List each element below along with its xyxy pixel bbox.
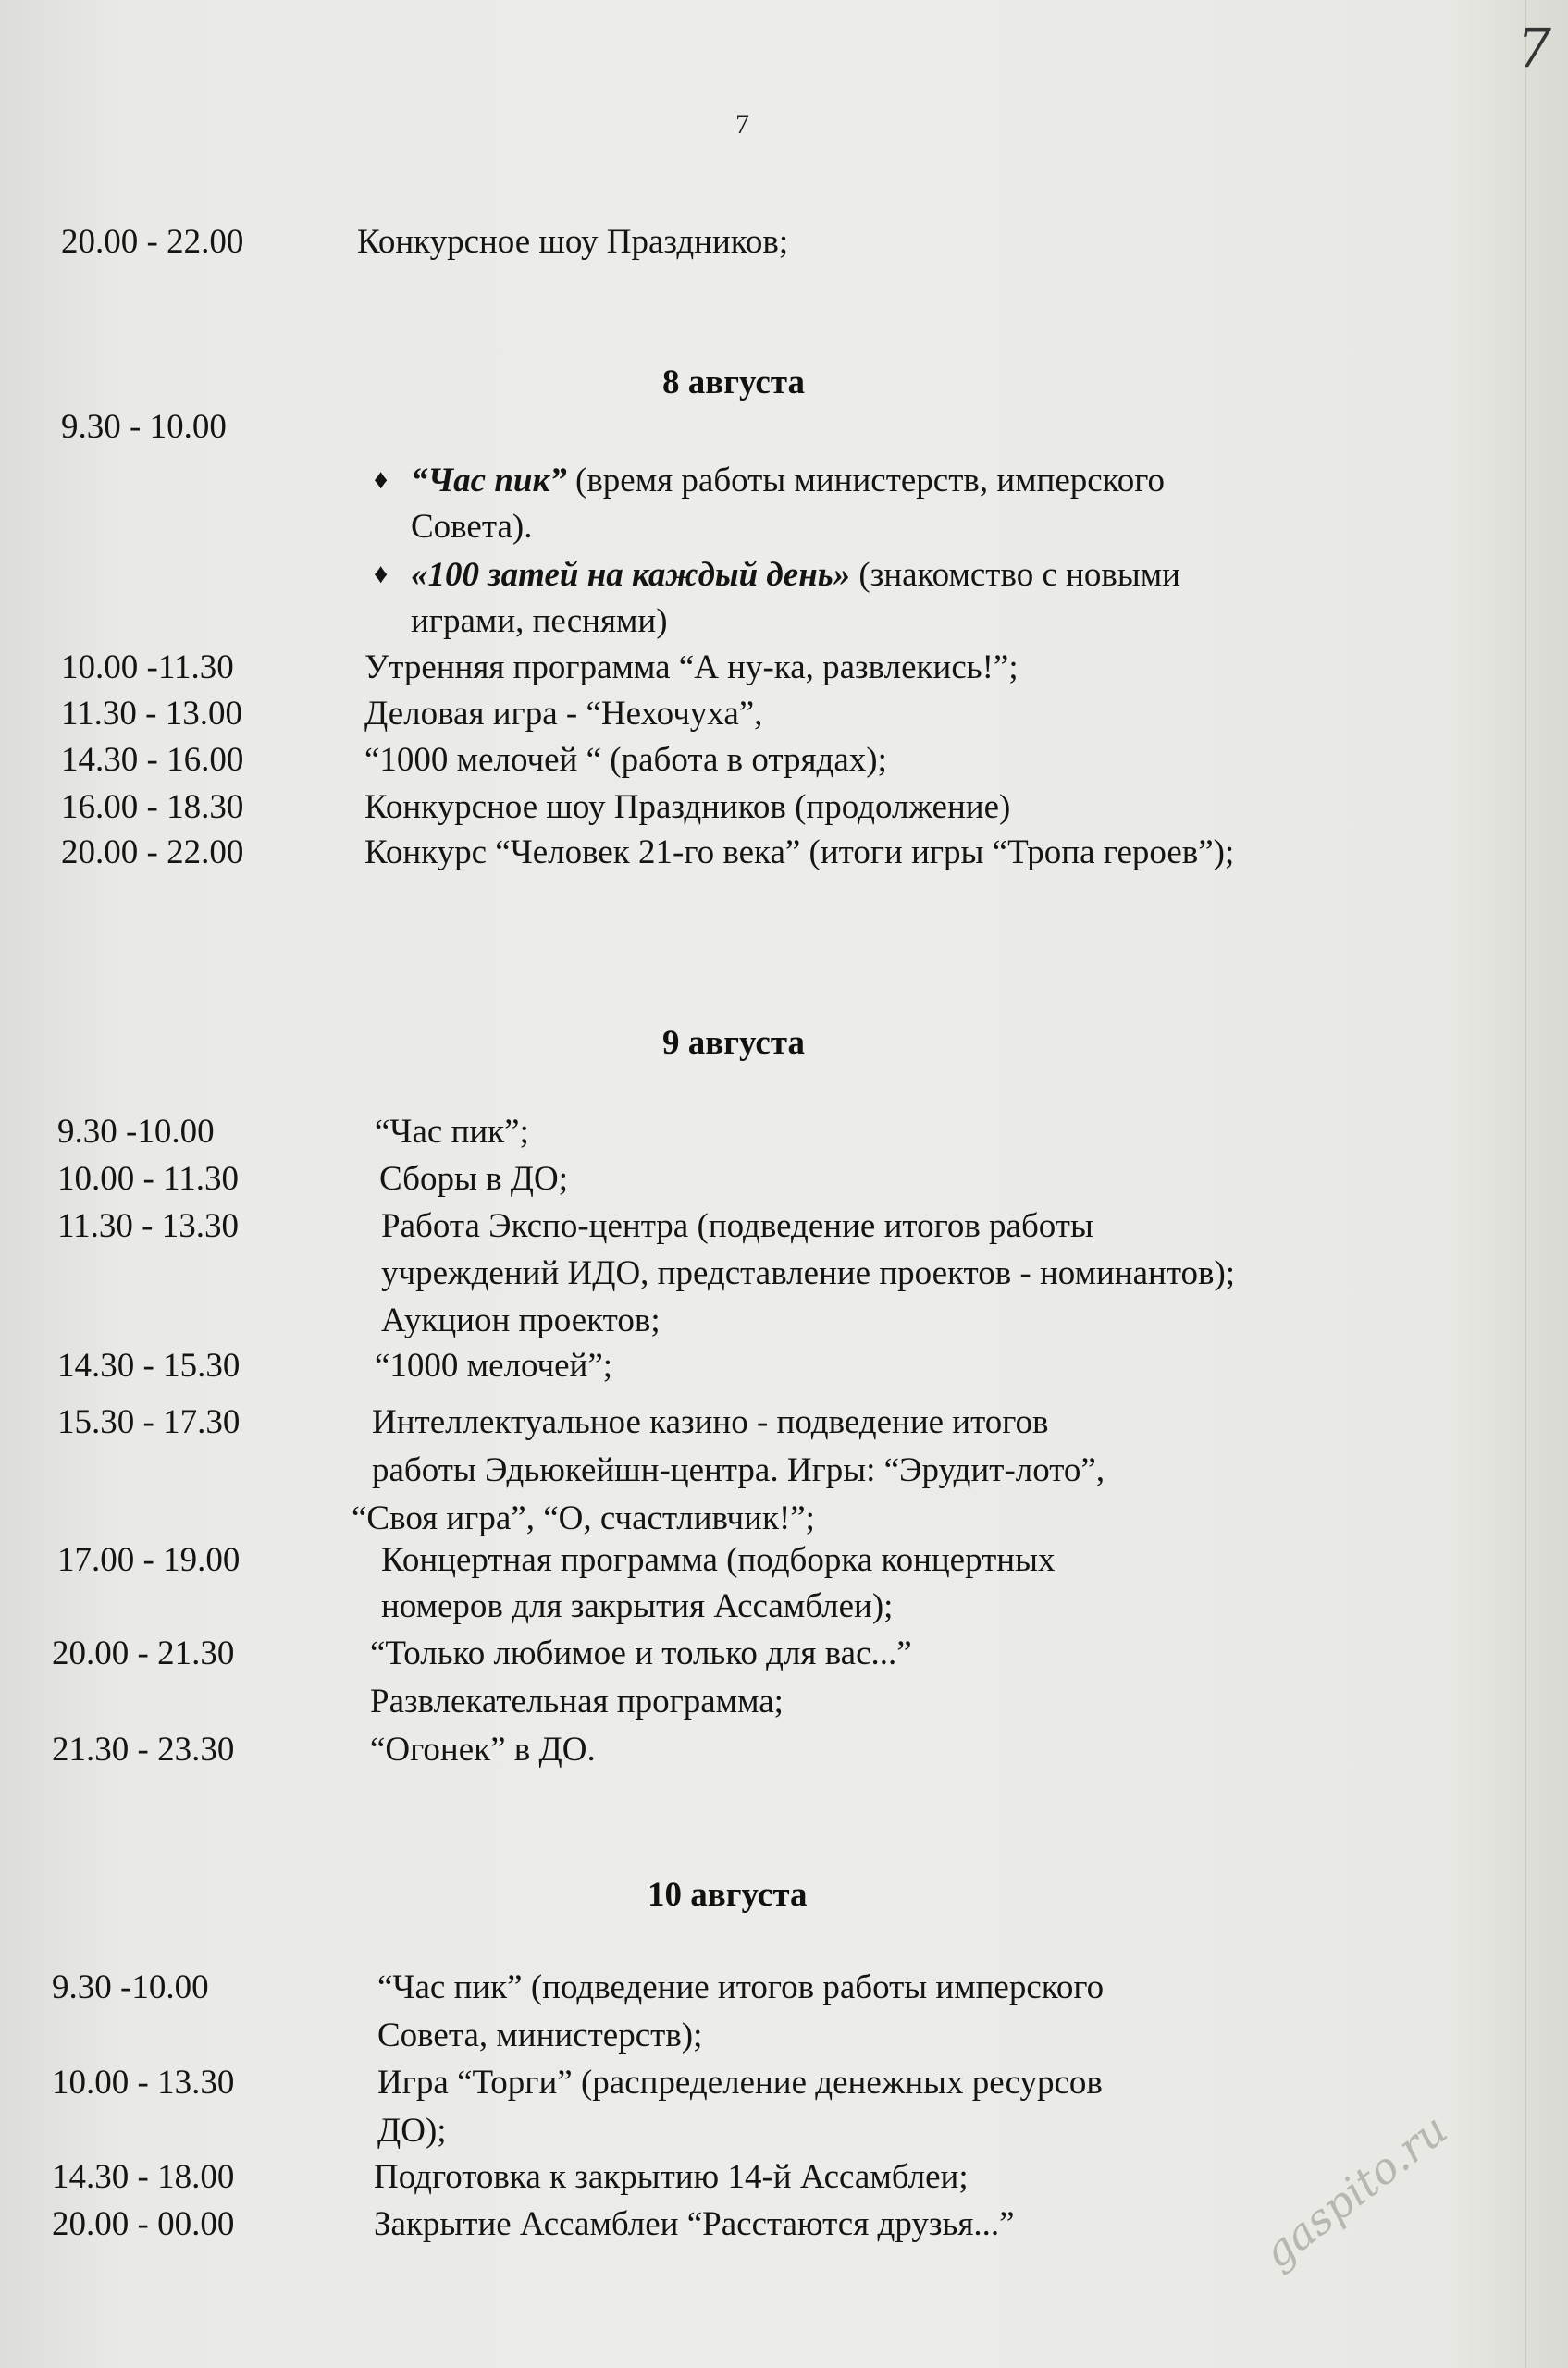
event-line	[352, 1498, 815, 1538]
time-slot: 15.30 - 17.30	[57, 1403, 241, 1441]
text-segment: (распределение денежных ресурсов	[572, 2064, 1103, 2102]
time-slot: 20.00 - 22.00	[61, 223, 244, 261]
text-segment: (время работы министерств, имперского	[566, 462, 1166, 500]
text-segment: подведение итогов работы	[708, 1207, 1093, 1245]
page-edge-line	[1525, 0, 1526, 2368]
event-line	[411, 555, 1180, 595]
time-slot: 20.00 - 00.00	[52, 2205, 235, 2243]
event-line	[364, 740, 887, 780]
text-segment: Подготовка к закрытию 14-й Ассамблеи;	[374, 2158, 969, 2196]
text-segment: Закрытие Ассамблеи	[374, 2205, 687, 2243]
event-line	[377, 2063, 1103, 2103]
text-segment: Интеллектуальное казино - подведение итогов	[372, 1403, 1049, 1441]
text-segment: Развлекательная программа;	[370, 1683, 784, 1720]
event-line	[364, 648, 1019, 687]
text-segment: “Расстаются друзья...”	[686, 2205, 1015, 2243]
event-line	[381, 1540, 1055, 1580]
time-slot: 9.30 - 10.00	[61, 408, 227, 446]
text-segment: номеров для закрытия Ассамблеи);	[381, 1587, 894, 1625]
text-segment: (знакомство с новыми	[850, 556, 1180, 594]
text-segment: работы Эдьюкейшн-центра.	[372, 1451, 779, 1489]
event-line	[375, 1346, 612, 1386]
event-line	[377, 2016, 702, 2055]
text-segment: Концертная программа (подборка концертных	[381, 1541, 1056, 1579]
time-slot: 10.00 - 13.30	[52, 2064, 235, 2102]
day-heading: 8 августа	[662, 364, 805, 401]
time-slot: 14.30 - 18.00	[52, 2158, 235, 2196]
time-slot: 11.30 - 13.00	[61, 695, 242, 733]
time-slot: 9.30 -10.00	[57, 1113, 215, 1151]
text-segment: Деловая игра -	[364, 695, 586, 733]
text-segment: играми, песнями)	[411, 602, 668, 640]
printed-page-number: 7	[735, 109, 749, 140]
text-segment: “Своя игра”, “О, счастливчик!”;	[352, 1499, 815, 1537]
event-line	[364, 694, 762, 734]
text-segment: учреждений ИДО, представление проектов - номинантов);	[381, 1254, 1236, 1292]
time-slot: 11.30 - 13.30	[57, 1207, 239, 1245]
text-segment: Конкурсное шоу Праздников	[364, 788, 786, 826]
day-heading: 9 августа	[662, 1024, 805, 1062]
text-segment: “Огонек”	[370, 1731, 506, 1769]
day-heading: 10 августа	[648, 1876, 808, 1914]
event-line	[381, 1301, 661, 1340]
event-line	[375, 1112, 529, 1152]
event-line	[381, 1586, 893, 1626]
text-segment: ДО);	[377, 2112, 447, 2150]
event-line	[374, 2204, 1015, 2244]
text-segment: Совета, министерств);	[377, 2016, 703, 2054]
event-line	[364, 832, 1234, 872]
event-line	[381, 1206, 1093, 1246]
time-slot: 20.00 - 21.30	[52, 1634, 235, 1672]
time-slot: 14.30 - 15.30	[57, 1347, 241, 1385]
text-segment: (продолжение)	[785, 788, 1011, 826]
time-slot: 10.00 - 11.30	[57, 1160, 239, 1198]
text-segment: “Час пик”	[377, 1968, 523, 2006]
event-line	[381, 1253, 1235, 1293]
event-line	[377, 1967, 1104, 2007]
time-slot: 14.30 - 16.00	[61, 741, 244, 779]
text-segment: Совета).	[411, 508, 533, 546]
time-slot: 17.00 - 19.00	[57, 1541, 241, 1579]
text-segment: “1000 мелочей”;	[375, 1347, 613, 1385]
text-segment: “Человек 21-го века”	[495, 833, 801, 871]
time-slot: 9.30 -10.00	[52, 1968, 209, 2006]
event-line	[372, 1450, 1105, 1490]
text-segment: “Час пик”;	[375, 1113, 529, 1151]
event-line	[377, 2111, 447, 2151]
text-segment: Аукцион проектов;	[381, 1301, 661, 1339]
event-line	[411, 507, 532, 547]
text-segment: “Нехочуха”,	[586, 695, 763, 733]
text-segment: “А ну-ка, развлекись!”;	[678, 648, 1019, 686]
text-segment: Конкурс	[364, 833, 496, 871]
watermark: gaspito.ru	[1253, 2103, 1457, 2278]
text-segment: Игра “Торги”	[377, 2064, 573, 2102]
event-line	[370, 1682, 784, 1721]
event-line	[372, 1402, 1049, 1442]
text-segment: (подведение итогов работы имперского	[522, 1968, 1105, 2006]
text-segment: (итоги игры “Тропа героев”);	[800, 833, 1235, 871]
event-line	[379, 1159, 568, 1199]
event-line	[364, 787, 1010, 827]
text-segment: Игры: “Эрудит-лото”,	[778, 1451, 1105, 1489]
time-slot: 16.00 - 18.30	[61, 788, 244, 826]
time-slot: 21.30 - 23.30	[52, 1731, 235, 1769]
text-segment: Конкурсное шоу Праздников;	[357, 223, 789, 261]
text-segment: Работа	[381, 1207, 489, 1245]
text-segment: “Час пик”	[411, 462, 567, 500]
diamond-bullet-icon: ♦	[374, 559, 389, 589]
event-line	[411, 461, 1165, 500]
text-segment: Сборы в ДО;	[379, 1160, 569, 1198]
text-segment: Утренняя программа	[364, 648, 679, 686]
time-slot: 20.00 - 22.00	[61, 833, 244, 871]
event-line	[357, 222, 788, 262]
text-segment: “Только любимое и только для вас...”	[370, 1634, 912, 1672]
handwritten-page-number: 7	[1517, 17, 1551, 80]
diamond-bullet-icon: ♦	[374, 464, 389, 495]
text-segment: “1000 мелочей “ (работа в отрядах);	[364, 741, 887, 779]
text-segment: в ДО.	[505, 1731, 596, 1769]
event-line	[374, 2157, 969, 2197]
event-line	[370, 1634, 912, 1673]
time-slot: 10.00 -11.30	[61, 648, 234, 686]
event-line	[411, 601, 668, 641]
event-line	[370, 1730, 596, 1770]
text-segment: «100 затей на каждый день»	[411, 556, 851, 594]
text-segment: Экспо-центра (	[488, 1207, 709, 1245]
